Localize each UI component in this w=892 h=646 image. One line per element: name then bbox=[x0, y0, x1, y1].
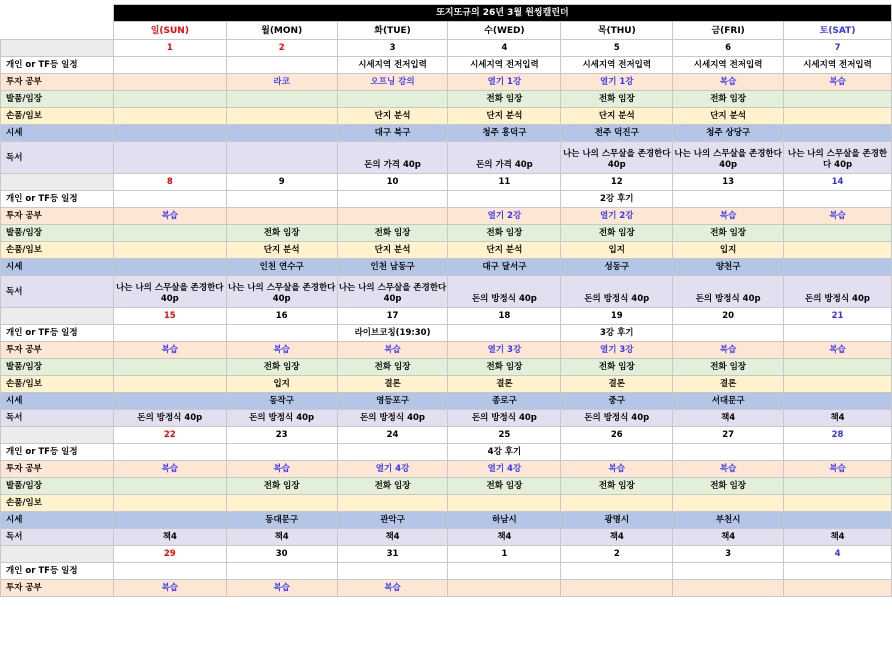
invest-cell: 열기 3강 bbox=[448, 342, 561, 359]
market-cell: 부천시 bbox=[673, 512, 784, 529]
personal-cell bbox=[337, 191, 448, 208]
invest-cell: 복습 bbox=[226, 580, 337, 597]
date-cell: 27 bbox=[673, 427, 784, 444]
title-blank bbox=[1, 5, 114, 22]
hand-cell bbox=[113, 108, 226, 125]
invest-cell bbox=[673, 580, 784, 597]
personal-cell bbox=[337, 563, 448, 580]
date-cell: 22 bbox=[113, 427, 226, 444]
date-cell: 18 bbox=[448, 308, 561, 325]
header-blank bbox=[1, 22, 114, 40]
hand-row bbox=[1, 242, 892, 259]
reading-row bbox=[1, 276, 892, 308]
date-cell: 3 bbox=[337, 40, 448, 57]
personal-cell bbox=[226, 325, 337, 342]
date-cell: 3 bbox=[673, 546, 784, 563]
field-cell: 전화 임장 bbox=[226, 478, 337, 495]
market-cell bbox=[113, 512, 226, 529]
personal-cell bbox=[784, 191, 892, 208]
row-label-field: 발품/임장 bbox=[1, 478, 114, 495]
reading-cell: 책4 bbox=[673, 410, 784, 427]
row-label-field: 발품/임장 bbox=[1, 225, 114, 242]
field-row bbox=[1, 91, 892, 108]
field-cell bbox=[784, 478, 892, 495]
reading-cell: 책4 bbox=[561, 529, 673, 546]
personal-cell bbox=[561, 563, 673, 580]
market-cell: 광명시 bbox=[561, 512, 673, 529]
field-cell: 전화 임장 bbox=[337, 225, 448, 242]
row-label-reading: 독서 bbox=[1, 410, 114, 427]
invest-cell bbox=[561, 580, 673, 597]
date-cell: 6 bbox=[673, 40, 784, 57]
market-cell: 성동구 bbox=[561, 259, 673, 276]
field-cell: 전화 임장 bbox=[226, 359, 337, 376]
row-label-market: 시세 bbox=[1, 393, 114, 410]
row-label-field: 발품/임장 bbox=[1, 359, 114, 376]
market-row bbox=[1, 512, 892, 529]
row-label-personal: 개인 or TF등 일정 bbox=[1, 57, 114, 74]
reading-cell: 책4 bbox=[673, 529, 784, 546]
market-cell: 대구 달서구 bbox=[448, 259, 561, 276]
personal-cell bbox=[561, 444, 673, 461]
date-cell: 14 bbox=[784, 174, 892, 191]
row-label-reading: 독서 bbox=[1, 529, 114, 546]
hand-cell bbox=[784, 376, 892, 393]
market-cell: 대구 북구 bbox=[337, 125, 448, 142]
row-label-market: 시세 bbox=[1, 259, 114, 276]
day-header: 화(TUE) bbox=[337, 22, 448, 40]
personal-cell bbox=[226, 444, 337, 461]
row-label-market: 시세 bbox=[1, 125, 114, 142]
reading-cell bbox=[113, 142, 226, 174]
personal-cell bbox=[337, 444, 448, 461]
market-cell: 종로구 bbox=[448, 393, 561, 410]
reading-cell: 돈의 방정식 40p bbox=[784, 276, 892, 308]
date-cell: 20 bbox=[673, 308, 784, 325]
field-cell: 전화 임장 bbox=[448, 359, 561, 376]
date-cell: 23 bbox=[226, 427, 337, 444]
reading-cell: 책4 bbox=[448, 529, 561, 546]
personal-cell: 2강 후기 bbox=[561, 191, 673, 208]
personal-cell bbox=[113, 563, 226, 580]
hand-row bbox=[1, 108, 892, 125]
invest-cell: 열기 2강 bbox=[561, 208, 673, 225]
hand-cell bbox=[784, 242, 892, 259]
invest-cell: 복습 bbox=[784, 74, 892, 91]
hand-cell: 단지 분석 bbox=[448, 242, 561, 259]
day-header: 토(SAT) bbox=[784, 22, 892, 40]
field-row bbox=[1, 478, 892, 495]
date-cell: 8 bbox=[113, 174, 226, 191]
hand-cell bbox=[113, 376, 226, 393]
reading-cell: 돈의 방정식 40p bbox=[561, 276, 673, 308]
invest-cell: 복습 bbox=[337, 342, 448, 359]
market-cell: 전주 덕진구 bbox=[561, 125, 673, 142]
row-label-invest: 투자 공부 bbox=[1, 74, 114, 91]
field-cell bbox=[113, 478, 226, 495]
market-cell: 영등포구 bbox=[337, 393, 448, 410]
field-row bbox=[1, 359, 892, 376]
date-row-label bbox=[1, 40, 114, 57]
reading-cell: 책4 bbox=[337, 529, 448, 546]
field-cell: 전화 임장 bbox=[337, 359, 448, 376]
date-row bbox=[1, 427, 892, 444]
market-cell bbox=[784, 125, 892, 142]
reading-cell: 나는 나의 스무살을 존경한다 40p bbox=[784, 142, 892, 174]
reading-cell: 나는 나의 스무살을 존경한다 40p bbox=[113, 276, 226, 308]
date-cell: 24 bbox=[337, 427, 448, 444]
market-cell bbox=[113, 393, 226, 410]
date-cell: 7 bbox=[784, 40, 892, 57]
field-cell: 전화 임장 bbox=[673, 225, 784, 242]
hand-cell bbox=[673, 495, 784, 512]
field-cell: 전화 임장 bbox=[561, 359, 673, 376]
field-cell bbox=[784, 91, 892, 108]
reading-cell: 나는 나의 스무살을 존경한다 40p bbox=[673, 142, 784, 174]
reading-cell: 나는 나의 스무살을 존경한다 40p bbox=[561, 142, 673, 174]
personal-row bbox=[1, 325, 892, 342]
date-cell: 1 bbox=[113, 40, 226, 57]
date-cell: 29 bbox=[113, 546, 226, 563]
personal-row bbox=[1, 563, 892, 580]
row-label-hand: 손품/임보 bbox=[1, 495, 114, 512]
market-cell bbox=[784, 259, 892, 276]
invest-cell bbox=[226, 208, 337, 225]
field-cell bbox=[337, 91, 448, 108]
personal-cell: 시세지역 전저입력 bbox=[337, 57, 448, 74]
market-cell bbox=[226, 125, 337, 142]
hand-cell bbox=[784, 108, 892, 125]
date-cell: 1 bbox=[448, 546, 561, 563]
row-label-invest: 투자 공부 bbox=[1, 580, 114, 597]
market-cell: 청주 흥덕구 bbox=[448, 125, 561, 142]
title-row bbox=[1, 5, 892, 22]
field-cell: 전화 임장 bbox=[673, 91, 784, 108]
date-row bbox=[1, 40, 892, 57]
field-cell: 전화 임장 bbox=[448, 478, 561, 495]
date-cell: 30 bbox=[226, 546, 337, 563]
day-header: 금(FRI) bbox=[673, 22, 784, 40]
hand-cell bbox=[337, 495, 448, 512]
row-label-hand: 손품/임보 bbox=[1, 376, 114, 393]
day-header: 수(WED) bbox=[448, 22, 561, 40]
personal-cell bbox=[673, 191, 784, 208]
personal-cell bbox=[784, 325, 892, 342]
invest-row bbox=[1, 461, 892, 478]
market-cell bbox=[784, 393, 892, 410]
date-cell: 10 bbox=[337, 174, 448, 191]
personal-cell: 시세지역 전저입력 bbox=[561, 57, 673, 74]
field-cell: 전화 임장 bbox=[561, 225, 673, 242]
personal-row bbox=[1, 444, 892, 461]
market-cell: 청주 상당구 bbox=[673, 125, 784, 142]
date-row-label bbox=[1, 174, 114, 191]
invest-cell: 복습 bbox=[561, 461, 673, 478]
personal-cell bbox=[673, 444, 784, 461]
invest-cell: 복습 bbox=[226, 342, 337, 359]
hand-cell bbox=[226, 108, 337, 125]
invest-cell: 복습 bbox=[673, 208, 784, 225]
hand-cell: 결론 bbox=[561, 376, 673, 393]
reading-row bbox=[1, 529, 892, 546]
reading-cell: 돈의 방정식 40p bbox=[337, 410, 448, 427]
personal-cell bbox=[226, 563, 337, 580]
row-label-invest: 투자 공부 bbox=[1, 461, 114, 478]
invest-row bbox=[1, 74, 892, 91]
date-row-label bbox=[1, 546, 114, 563]
reading-cell: 돈의 가격 40p bbox=[337, 142, 448, 174]
reading-cell: 돈의 가격 40p bbox=[448, 142, 561, 174]
reading-cell: 나는 나의 스무살을 존경한다 40p bbox=[226, 276, 337, 308]
row-label-field: 발품/임장 bbox=[1, 91, 114, 108]
market-cell bbox=[113, 259, 226, 276]
personal-cell bbox=[113, 444, 226, 461]
invest-cell: 열기 4강 bbox=[337, 461, 448, 478]
date-cell: 9 bbox=[226, 174, 337, 191]
invest-cell: 복습 bbox=[113, 342, 226, 359]
day-header: 월(MON) bbox=[226, 22, 337, 40]
invest-cell: 오프닝 강의 bbox=[337, 74, 448, 91]
market-cell: 중구 bbox=[561, 393, 673, 410]
invest-cell bbox=[113, 74, 226, 91]
personal-row bbox=[1, 57, 892, 74]
date-cell: 5 bbox=[561, 40, 673, 57]
personal-cell: 시세지역 전저입력 bbox=[673, 57, 784, 74]
date-cell: 17 bbox=[337, 308, 448, 325]
personal-cell bbox=[113, 57, 226, 74]
field-cell bbox=[113, 91, 226, 108]
invest-cell bbox=[448, 580, 561, 597]
reading-cell: 책4 bbox=[784, 410, 892, 427]
field-cell: 전화 임장 bbox=[448, 225, 561, 242]
personal-cell bbox=[784, 444, 892, 461]
invest-cell: 복습 bbox=[337, 580, 448, 597]
invest-cell: 라코 bbox=[226, 74, 337, 91]
market-row bbox=[1, 125, 892, 142]
invest-cell: 열기 1강 bbox=[561, 74, 673, 91]
invest-cell: 열기 3강 bbox=[561, 342, 673, 359]
reading-cell: 책4 bbox=[784, 529, 892, 546]
market-cell: 동작구 bbox=[226, 393, 337, 410]
reading-cell bbox=[226, 142, 337, 174]
date-cell: 2 bbox=[561, 546, 673, 563]
reading-cell: 책4 bbox=[113, 529, 226, 546]
field-cell bbox=[784, 225, 892, 242]
field-row bbox=[1, 225, 892, 242]
field-cell: 전화 임장 bbox=[561, 91, 673, 108]
date-cell: 16 bbox=[226, 308, 337, 325]
row-label-reading: 독서 bbox=[1, 142, 114, 174]
market-cell: 서대문구 bbox=[673, 393, 784, 410]
date-row bbox=[1, 174, 892, 191]
reading-cell: 돈의 방정식 40p bbox=[561, 410, 673, 427]
date-row-label bbox=[1, 308, 114, 325]
personal-cell bbox=[113, 325, 226, 342]
invest-cell: 열기 2강 bbox=[448, 208, 561, 225]
invest-cell: 복습 bbox=[784, 208, 892, 225]
field-cell: 전화 임장 bbox=[448, 91, 561, 108]
date-cell: 4 bbox=[784, 546, 892, 563]
date-cell: 12 bbox=[561, 174, 673, 191]
page-title: 또지또규의 26년 3월 원씽캘린더 bbox=[113, 5, 891, 22]
invest-cell: 복습 bbox=[784, 461, 892, 478]
personal-cell: 4강 후기 bbox=[448, 444, 561, 461]
hand-cell bbox=[226, 495, 337, 512]
market-row bbox=[1, 259, 892, 276]
hand-cell: 단지 분석 bbox=[673, 108, 784, 125]
personal-cell bbox=[113, 191, 226, 208]
invest-row bbox=[1, 342, 892, 359]
hand-cell bbox=[113, 495, 226, 512]
field-cell: 전화 임장 bbox=[337, 478, 448, 495]
invest-cell bbox=[784, 580, 892, 597]
personal-cell bbox=[226, 57, 337, 74]
date-cell: 2 bbox=[226, 40, 337, 57]
date-cell: 15 bbox=[113, 308, 226, 325]
market-cell: 동대문구 bbox=[226, 512, 337, 529]
invest-row bbox=[1, 580, 892, 597]
row-label-invest: 투자 공부 bbox=[1, 342, 114, 359]
hand-cell: 단지 분석 bbox=[226, 242, 337, 259]
field-cell bbox=[113, 359, 226, 376]
field-cell: 전화 임장 bbox=[673, 478, 784, 495]
market-cell: 관악구 bbox=[337, 512, 448, 529]
field-cell bbox=[113, 225, 226, 242]
field-cell bbox=[226, 91, 337, 108]
personal-cell: 라이브코칭(19:30) bbox=[337, 325, 448, 342]
invest-cell: 복습 bbox=[673, 74, 784, 91]
date-row bbox=[1, 546, 892, 563]
personal-cell: 시세지역 전저입력 bbox=[448, 57, 561, 74]
hand-cell bbox=[113, 242, 226, 259]
row-label-personal: 개인 or TF등 일정 bbox=[1, 325, 114, 342]
personal-cell bbox=[673, 563, 784, 580]
hand-cell: 입지 bbox=[226, 376, 337, 393]
hand-cell: 단지 분석 bbox=[337, 242, 448, 259]
market-row bbox=[1, 393, 892, 410]
row-label-invest: 투자 공부 bbox=[1, 208, 114, 225]
invest-cell: 복습 bbox=[113, 580, 226, 597]
date-row-label bbox=[1, 427, 114, 444]
personal-cell bbox=[448, 191, 561, 208]
invest-cell: 복습 bbox=[673, 342, 784, 359]
date-cell: 11 bbox=[448, 174, 561, 191]
personal-cell bbox=[673, 325, 784, 342]
row-label-personal: 개인 or TF등 일정 bbox=[1, 444, 114, 461]
reading-cell: 돈의 방정식 40p bbox=[448, 410, 561, 427]
row-label-reading: 독서 bbox=[1, 276, 114, 308]
invest-cell: 복습 bbox=[226, 461, 337, 478]
market-cell bbox=[113, 125, 226, 142]
market-cell: 양천구 bbox=[673, 259, 784, 276]
reading-cell: 책4 bbox=[226, 529, 337, 546]
personal-row bbox=[1, 191, 892, 208]
row-label-hand: 손품/임보 bbox=[1, 108, 114, 125]
date-cell: 13 bbox=[673, 174, 784, 191]
day-header: 목(THU) bbox=[561, 22, 673, 40]
day-header-row bbox=[1, 22, 892, 40]
row-label-personal: 개인 or TF등 일정 bbox=[1, 563, 114, 580]
market-cell: 하남시 bbox=[448, 512, 561, 529]
hand-cell bbox=[784, 495, 892, 512]
hand-cell: 입지 bbox=[673, 242, 784, 259]
personal-cell: 시세지역 전저입력 bbox=[784, 57, 892, 74]
field-cell bbox=[784, 359, 892, 376]
date-row bbox=[1, 308, 892, 325]
market-cell bbox=[784, 512, 892, 529]
reading-row bbox=[1, 142, 892, 174]
invest-cell: 열기 1강 bbox=[448, 74, 561, 91]
invest-cell: 복습 bbox=[784, 342, 892, 359]
market-cell: 인천 연수구 bbox=[226, 259, 337, 276]
invest-row bbox=[1, 208, 892, 225]
personal-cell bbox=[448, 563, 561, 580]
reading-cell: 돈의 방정식 40p bbox=[673, 276, 784, 308]
reading-cell: 돈의 방정식 40p bbox=[226, 410, 337, 427]
calendar-table bbox=[0, 4, 892, 597]
personal-cell bbox=[226, 191, 337, 208]
hand-cell: 결론 bbox=[673, 376, 784, 393]
date-cell: 19 bbox=[561, 308, 673, 325]
hand-row bbox=[1, 495, 892, 512]
market-cell: 인천 남동구 bbox=[337, 259, 448, 276]
invest-cell: 복습 bbox=[673, 461, 784, 478]
hand-cell: 단지 분석 bbox=[561, 108, 673, 125]
date-cell: 31 bbox=[337, 546, 448, 563]
hand-cell bbox=[561, 495, 673, 512]
date-cell: 21 bbox=[784, 308, 892, 325]
personal-cell bbox=[784, 563, 892, 580]
hand-cell: 단지 분석 bbox=[448, 108, 561, 125]
row-label-hand: 손품/임보 bbox=[1, 242, 114, 259]
invest-cell: 열기 4강 bbox=[448, 461, 561, 478]
reading-row bbox=[1, 410, 892, 427]
invest-cell: 복습 bbox=[113, 208, 226, 225]
hand-cell: 입지 bbox=[561, 242, 673, 259]
hand-cell: 결론 bbox=[337, 376, 448, 393]
date-cell: 28 bbox=[784, 427, 892, 444]
date-cell: 4 bbox=[448, 40, 561, 57]
hand-cell: 결론 bbox=[448, 376, 561, 393]
invest-cell bbox=[337, 208, 448, 225]
personal-cell: 3강 후기 bbox=[561, 325, 673, 342]
invest-cell: 복습 bbox=[113, 461, 226, 478]
date-cell: 26 bbox=[561, 427, 673, 444]
field-cell: 전화 임장 bbox=[561, 478, 673, 495]
personal-cell bbox=[448, 325, 561, 342]
date-cell: 25 bbox=[448, 427, 561, 444]
reading-cell: 돈의 방정식 40p bbox=[448, 276, 561, 308]
row-label-personal: 개인 or TF등 일정 bbox=[1, 191, 114, 208]
hand-cell bbox=[448, 495, 561, 512]
day-header: 일(SUN) bbox=[113, 22, 226, 40]
reading-cell: 돈의 방정식 40p bbox=[113, 410, 226, 427]
field-cell: 전화 임장 bbox=[673, 359, 784, 376]
field-cell: 전화 임장 bbox=[226, 225, 337, 242]
row-label-market: 시세 bbox=[1, 512, 114, 529]
hand-row bbox=[1, 376, 892, 393]
reading-cell: 나는 나의 스무살을 존경한다 40p bbox=[337, 276, 448, 308]
hand-cell: 단지 분석 bbox=[337, 108, 448, 125]
